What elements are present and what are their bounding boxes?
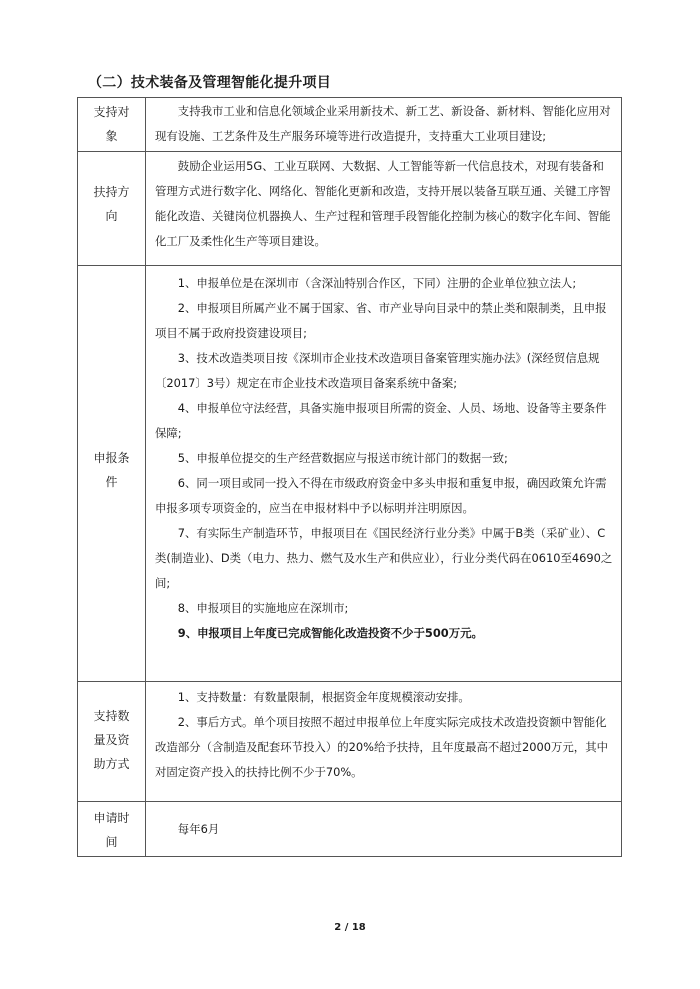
table-row-amount	[78, 682, 622, 802]
row-label-target: 支持对象	[93, 105, 130, 143]
condition-item: 3、技术改造类项目按《深圳市企业技术改造项目备案管理实施办法》(深经贸信息规〔2017〕3号）规定在市企业技术改造项目备案系统中备案;	[155, 351, 600, 390]
condition-item: 6、同一项目或同一投入不得在市级政府资金中多头申报和重复申报，确因政策允许需申报多项专项资金的，应当在申报材料中予以标明并注明原因。	[155, 476, 607, 515]
condition-item: 4、申报单位守法经营，具备实施申报项目所需的资金、人员、场地、设备等主要条件保障;	[155, 401, 607, 440]
section-title: （二）技术装备及管理智能化提升项目	[88, 75, 332, 91]
condition-item: 1、申报单位是在深圳市（含深汕特别合作区，下同）注册的企业单位独立法人;	[177, 276, 577, 290]
direction-text: 鼓励企业运用5G、工业互联网、大数据、人工智能等新一代信息技术，对现有装备和管理方式进行数字化、网络化、智能化更新和改造，支持开展以装备互联互通、关键工序智能化改造、关键岗位机器换人、生产过程和管理手段智能化控制为核心的数字化车间、智能化工厂及柔性化生产等项目建设。	[155, 159, 611, 248]
table-row-conditions	[78, 266, 622, 682]
condition-item: 2、申报项目所属产业不属于国家、省、市产业导向目录中的禁止类和限制类，且申报项目不属于政府投资建设项目;	[155, 301, 607, 340]
condition-item-key: 9、申报项目上年度已完成智能化改造投资不少于500万元。	[177, 626, 483, 640]
page-number: 2 / 18	[334, 922, 366, 933]
condition-item: 8、申报项目的实施地应在深圳市;	[177, 601, 349, 615]
condition-item: 7、有实际生产制造环节，申报项目在《国民经济行业分类》中属于B类（采矿业）、C类(制造业)、D类（电力、热力、燃气及水生产和供应业），行业分类代码在0610至4690之间;	[155, 526, 613, 590]
table-row-time	[78, 802, 622, 857]
row-label-conditions: 申报条件	[93, 451, 130, 489]
target-text: 支持我市工业和信息化领域企业采用新技术、新工艺、新设备、新材料、智能化应用对现有设施、工艺条件及生产服务环境等进行改造提升，支持重大工业项目建设;	[155, 104, 611, 143]
condition-item: 5、申报单位提交的生产经营数据应与报送市统计部门的数据一致;	[177, 451, 508, 465]
amount-item: 2、事后方式。单个项目按照不超过申报单位上年度实际完成技术改造投资额中智能化改造部分（含制造及配套环节投入）的20%给予扶持，且年度最高不超过2000万元，其中对固定资产投入的扶持比例不少于70%。	[155, 715, 608, 779]
row-label-direction: 扶持方向	[93, 185, 130, 223]
row-label-time: 申请时间	[93, 811, 130, 849]
project-spec-table	[77, 97, 622, 857]
amount-item: 1、支持数量：有数量限制，根据资金年度规模滚动安排。	[177, 690, 470, 704]
table-row-target	[78, 98, 622, 152]
time-text: 每年6月	[177, 822, 220, 836]
table-row-direction	[78, 152, 622, 266]
row-label-amount: 支持数量及资助方式	[93, 709, 130, 771]
